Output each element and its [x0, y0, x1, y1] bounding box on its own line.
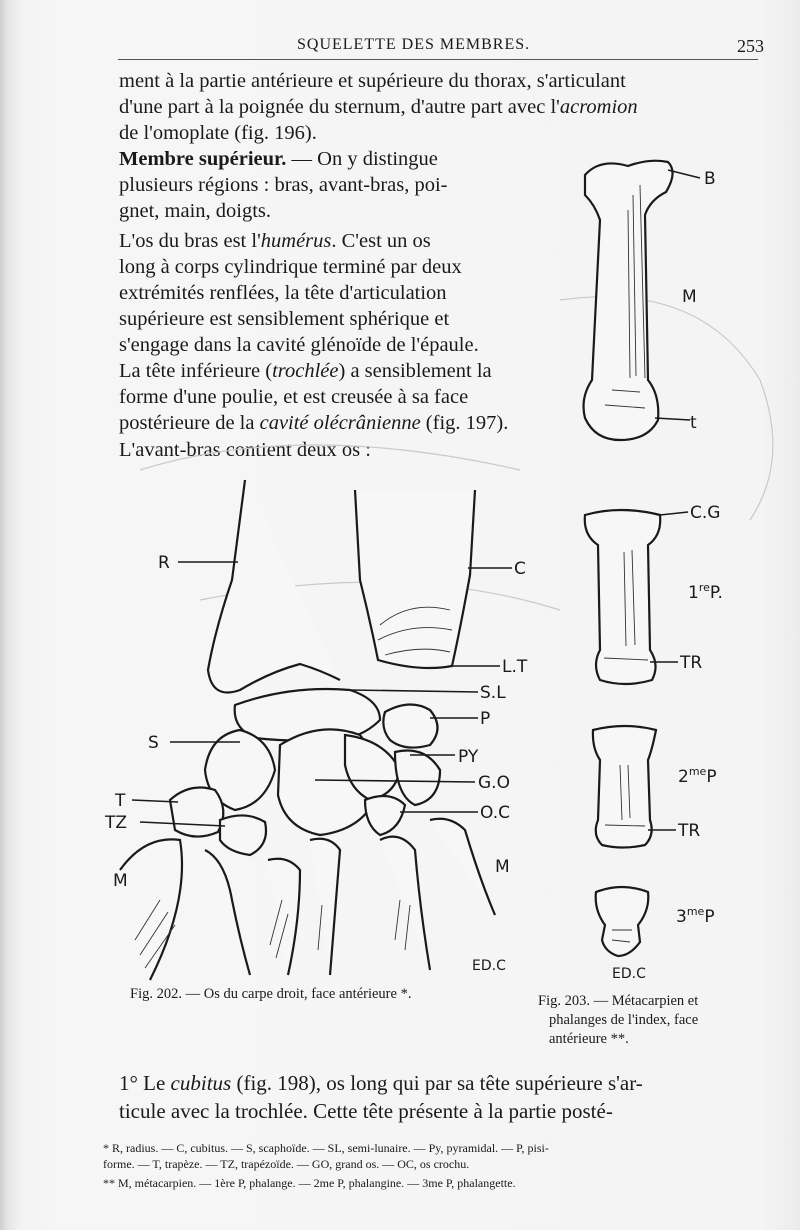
humerus-figure: [584, 161, 716, 440]
paragraph3-line1-post: . C'est un os: [331, 230, 431, 252]
paragraph3-line3: extrémités renflées, la tête d'articulation: [119, 282, 447, 304]
label-TZ: TZ: [105, 813, 128, 833]
humerus-label-top: B: [704, 169, 716, 189]
paragraph3-line5: s'engage dans la cavité glénoïde de l'épaule.: [119, 334, 479, 356]
humerus-term: humérus: [260, 230, 332, 252]
paragraph3-line9: L'avant-bras contient deux os :: [119, 439, 371, 461]
paragraph2-line2: plusieurs régions : bras, avant-bras, poi-: [119, 174, 448, 196]
footnote-line2: forme. — T, trapèze. — TZ, trapézoïde. — GO, grand os. — OC, os crochu.: [103, 1157, 470, 1171]
label-P2-num: 2: [678, 767, 689, 787]
fig203-caption-line2: phalanges de l'index, face: [549, 1012, 699, 1028]
paragraph2-line3: gnet, main, doigts.: [119, 200, 272, 222]
acromion-term: acromion: [559, 96, 638, 118]
label-P3: [676, 905, 715, 927]
label-P1-num: 1: [688, 583, 699, 603]
fig202-carpus: [104, 480, 528, 980]
fig203-phalanges: [585, 503, 723, 982]
label-TR1: TR: [680, 653, 703, 673]
paragraph2-line1-rest: — On y distingue: [286, 148, 438, 170]
humerus-label-bottom: t: [690, 413, 697, 433]
label-SL: S.L: [480, 683, 506, 703]
label-P1-sup: re: [698, 581, 710, 594]
running-head: SQUELETTE DES MEMBRES.: [297, 36, 531, 53]
label-P1: [688, 581, 723, 603]
trochlee-term: trochlée: [272, 360, 339, 382]
footnote-line3: ** M, métacarpien. — 1ère P, phalange. — 2me P, phalangine. — 3me P, phalangette.: [103, 1176, 516, 1190]
label-M-left: M: [113, 871, 128, 891]
fig203-caption-line3: antérieure **.: [549, 1031, 629, 1047]
label-M-right: M: [495, 857, 510, 877]
olecranon-term: cavité olécrânienne: [259, 412, 421, 434]
paragraph3-line6-pre: La tête inférieure (: [119, 360, 273, 382]
label-P2-suffix: P: [706, 767, 717, 787]
paragraph1-line3: de l'omoplate (fig. 196).: [119, 122, 317, 144]
label-LT: L.T: [502, 657, 528, 677]
paragraph4-line1-pre: 1° Le: [119, 1071, 171, 1095]
label-P3-num: 3: [676, 907, 687, 927]
label-CG: C.G: [690, 503, 721, 523]
paragraph3-line2: long à corps cylindrique terminé par deux: [119, 256, 462, 278]
label-P3-suffix: P: [704, 907, 715, 927]
label-P1-suffix: P.: [709, 583, 723, 603]
label-EDC-202: ED.C: [472, 958, 506, 974]
section-heading: Membre supérieur.: [119, 148, 287, 170]
page-number: 253: [737, 36, 764, 56]
paragraph3-line1-pre: L'os du bras est l': [119, 230, 261, 252]
label-P2-sup: me: [688, 765, 707, 778]
paragraph3-line6-post: ) a sensiblement la: [338, 360, 492, 382]
label-S: S: [148, 733, 159, 753]
humerus-label-middle: M: [682, 287, 697, 307]
fig202-caption: Fig. 202. — Os du carpe droit, face antérieure *.: [130, 986, 412, 1002]
cubitus-term: cubitus: [170, 1071, 232, 1095]
label-PY: PY: [458, 747, 479, 767]
paragraph3-line8-post: (fig. 197).: [420, 412, 509, 434]
label-EDC-203: ED.C: [612, 966, 646, 982]
label-R: R: [158, 553, 170, 573]
paragraph4-line2: ticule avec la trochlée. Cette tête présente à la partie posté-: [119, 1099, 613, 1123]
label-T: T: [115, 791, 126, 811]
paragraph3-line7: forme d'une poulie, et est creusée à sa face: [119, 386, 469, 408]
paragraph3-line8-pre: postérieure de la: [119, 412, 260, 434]
label-OC: O.C: [480, 803, 510, 823]
label-GO: G.O: [478, 773, 510, 793]
paragraph3-line4: supérieure est sensiblement sphérique et: [119, 308, 450, 330]
paragraph1-line2-text: d'une part à la poignée du sternum, d'autre part avec l': [119, 96, 560, 118]
label-TR2: TR: [678, 821, 701, 841]
paragraph1-line1: ment à la partie antérieure et supérieure du thorax, s'articulant: [119, 70, 626, 92]
label-C: C: [514, 559, 526, 579]
label-P: P: [480, 709, 491, 729]
fig203-caption-line1: Fig. 203. — Métacarpien et: [538, 993, 699, 1009]
label-P2: [678, 765, 717, 787]
footnote-line1: * R, radius. — C, cubitus. — S, scaphoïde. — SL, semi-lunaire. — Py, pyramidal. — P, pisi-: [103, 1141, 549, 1155]
paragraph4-line1: [119, 1069, 643, 1097]
label-P3-sup: me: [686, 905, 705, 918]
paragraph4-line1-post: (fig. 198), os long qui par sa tête supérieure s'ar-: [231, 1071, 643, 1095]
